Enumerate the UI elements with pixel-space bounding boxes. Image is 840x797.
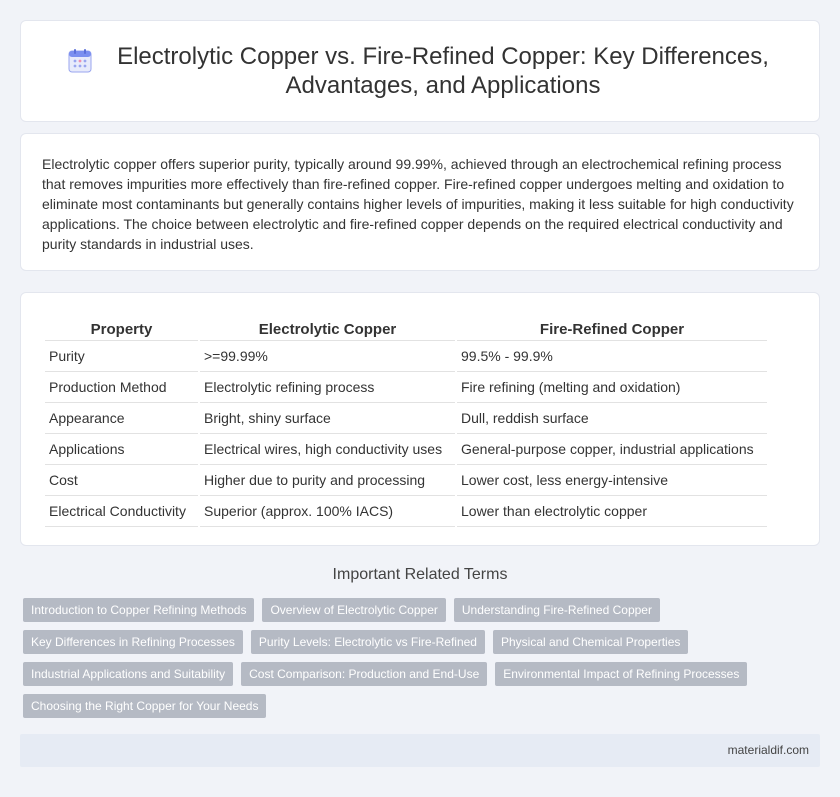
table-cell: Production Method — [45, 372, 198, 403]
table-cell: Electrolytic refining process — [200, 372, 455, 403]
summary-card — [20, 133, 820, 271]
column-header-electrolytic: Electrolytic Copper — [200, 313, 455, 341]
table-header-row — [45, 313, 767, 341]
column-header-property: Property — [45, 313, 198, 341]
table-cell: Superior (approx. 100% IACS) — [200, 496, 455, 527]
related-term-tag[interactable]: Physical and Chemical Properties — [493, 630, 688, 654]
related-terms-heading: Important Related Terms — [332, 566, 508, 583]
table-cell: Electrical Conductivity — [45, 496, 198, 527]
table-row — [45, 496, 767, 527]
related-term-tag[interactable]: Understanding Fire-Refined Copper — [454, 598, 660, 622]
summary-paragraph: Electrolytic copper offers superior purity, typically around 99.99%, achieved through an electrochemical refining process that removes impurities more effectively than fire-refined copper. Fire-refined copper undergoes melting and oxidation to eliminate most contaminants but generally contains higher levels of impurities, making it less suitable for high conductivity applications. The choice between electrolytic and fire-refined copper depends on the required electrical conductivity and purity standards in industrial uses. — [42, 156, 794, 252]
related-term-tag[interactable]: Environmental Impact of Refining Processes — [495, 662, 747, 686]
table-cell: Higher due to purity and processing — [200, 465, 455, 496]
table-cell: Fire refining (melting and oxidation) — [457, 372, 767, 403]
comparison-table-card — [20, 292, 820, 546]
table-cell: Applications — [45, 434, 198, 465]
footer-site-link[interactable]: materialdif.com — [727, 743, 809, 757]
footer — [20, 734, 820, 767]
related-term-tag[interactable]: Industrial Applications and Suitability — [23, 662, 233, 686]
related-terms-list — [23, 598, 803, 726]
related-term-tag[interactable]: Choosing the Right Copper for Your Needs — [23, 694, 266, 718]
table-cell: Appearance — [45, 403, 198, 434]
table-row — [45, 341, 767, 372]
header-card — [20, 20, 820, 122]
table-cell: Lower than electrolytic copper — [457, 496, 767, 527]
table-row — [45, 403, 767, 434]
page-title: Electrolytic Copper vs. Fire-Refined Copper: Key Differences, Advantages, and Applications — [117, 43, 769, 99]
related-term-tag[interactable]: Cost Comparison: Production and End-Use — [241, 662, 487, 686]
table-cell: Purity — [45, 341, 198, 372]
related-term-tag[interactable]: Key Differences in Refining Processes — [23, 630, 243, 654]
table-cell: General-purpose copper, industrial applications — [457, 434, 767, 465]
table-cell: Cost — [45, 465, 198, 496]
table-cell: Electrical wires, high conductivity uses — [200, 434, 455, 465]
table-cell: Lower cost, less energy-intensive — [457, 465, 767, 496]
related-term-tag[interactable]: Overview of Electrolytic Copper — [262, 598, 445, 622]
comparison-table — [43, 313, 769, 527]
table-row — [45, 434, 767, 465]
table-cell: Bright, shiny surface — [200, 403, 455, 434]
related-term-tag[interactable]: Purity Levels: Electrolytic vs Fire-Refined — [251, 630, 485, 654]
calendar-icon — [67, 48, 93, 74]
table-row — [45, 372, 767, 403]
table-row — [45, 465, 767, 496]
related-term-tag[interactable]: Introduction to Copper Refining Methods — [23, 598, 254, 622]
column-header-fire-refined: Fire-Refined Copper — [457, 313, 767, 341]
table-cell: Dull, reddish surface — [457, 403, 767, 434]
table-cell: >=99.99% — [200, 341, 455, 372]
table-cell: 99.5% - 99.9% — [457, 341, 767, 372]
